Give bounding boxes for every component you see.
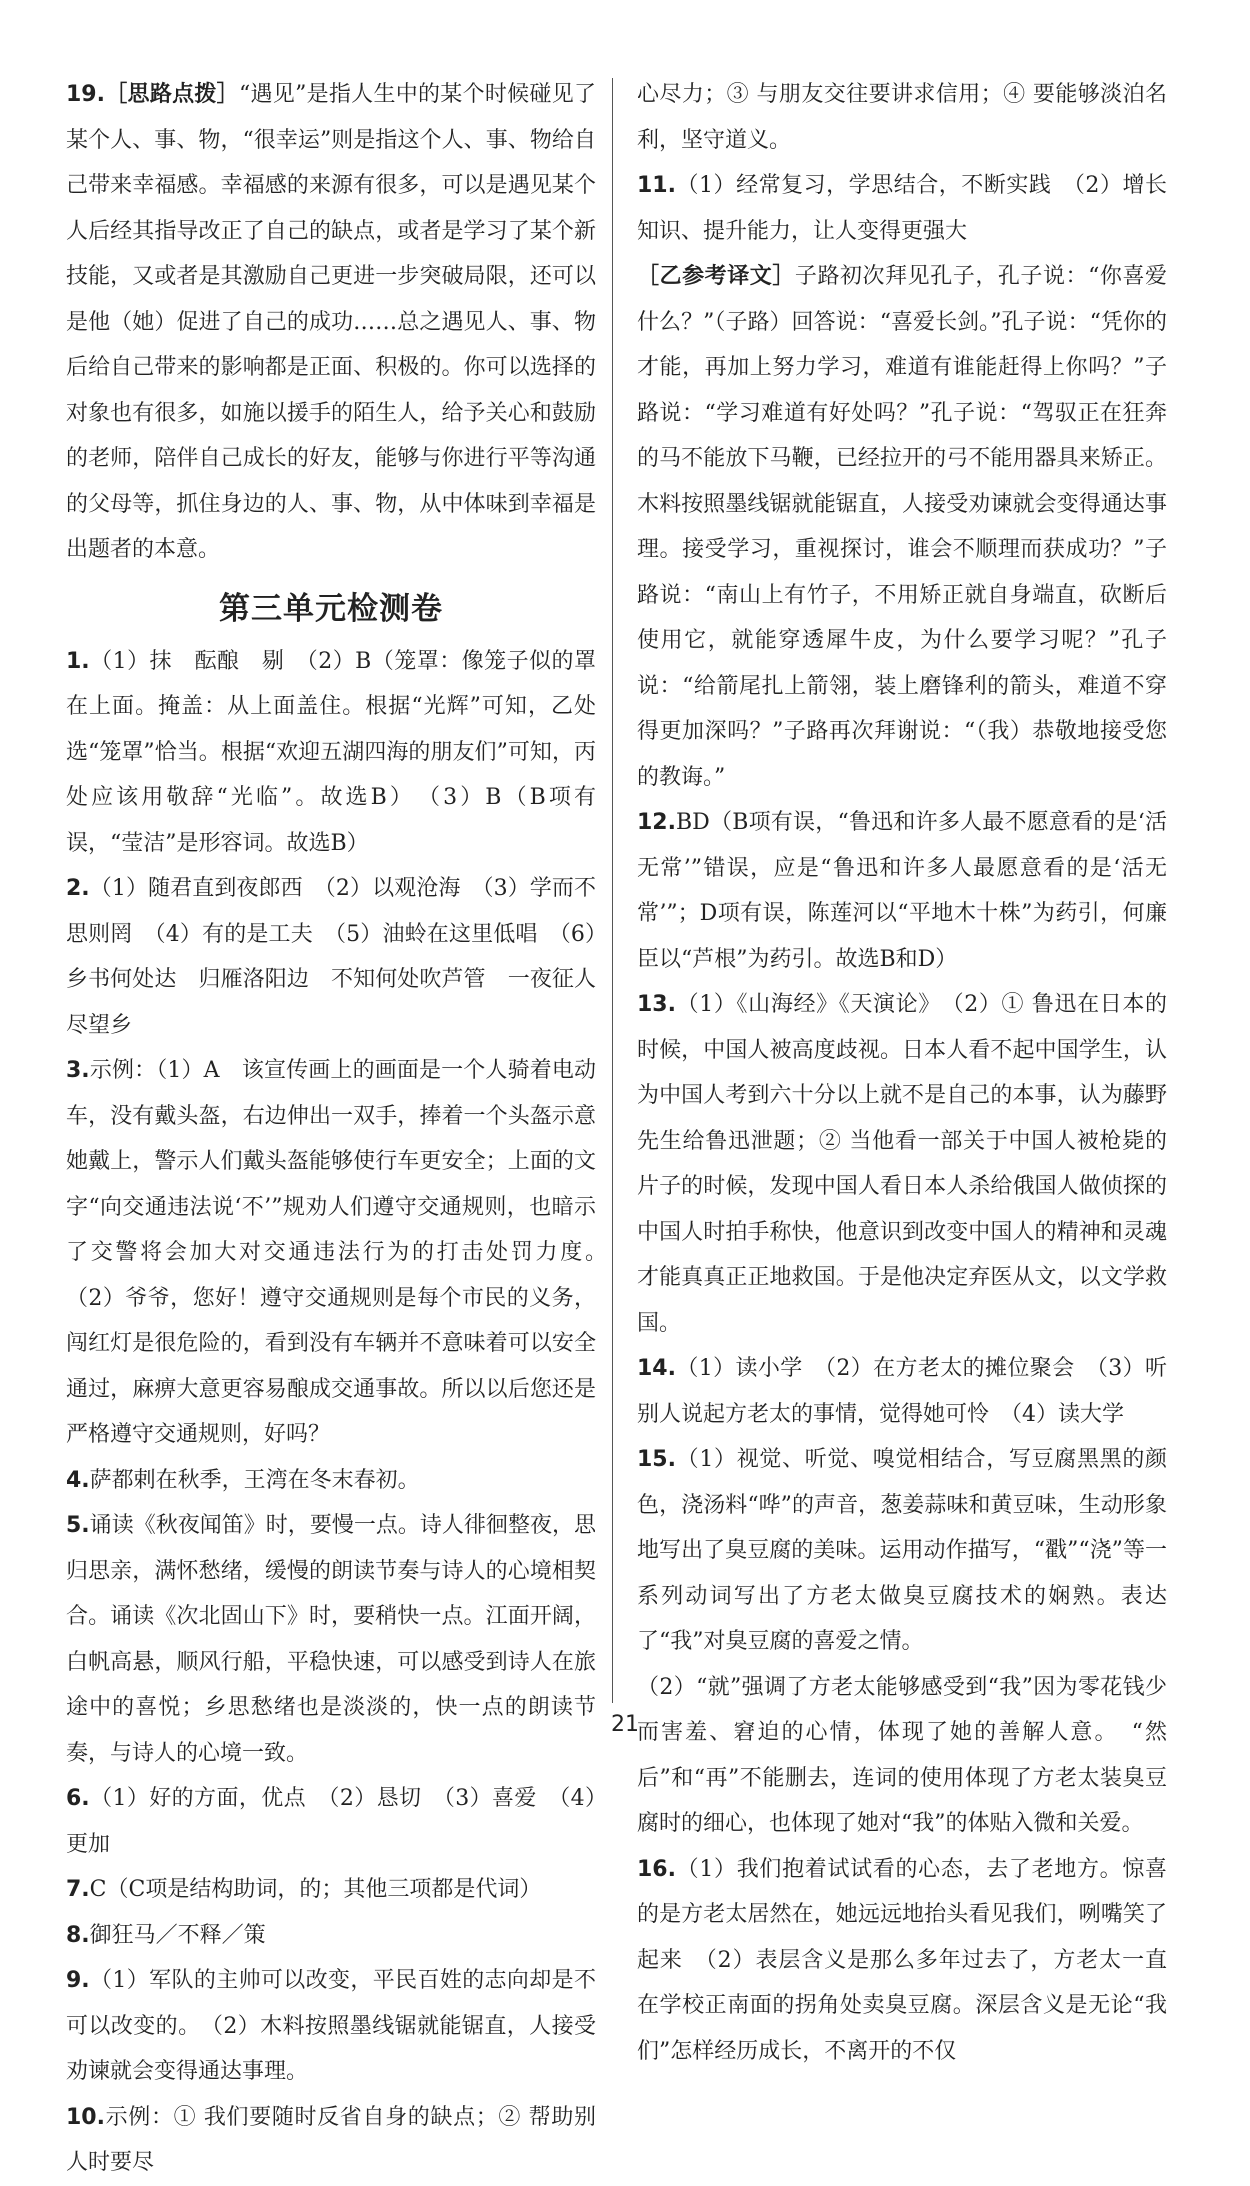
column-divider — [612, 78, 613, 1703]
question-15: 15.（1）视觉、听觉、嗅觉相结合，写豆腐黑黑的颜色，浇汤料“哗”的声音，葱姜蒜味和黄豆味，生动形象地写出了臭豆腐的美味。运用动作描写，“戳”“浇”等一系列动词写出了方老太做臭豆腐技术的娴熟。表达了“我”对臭豆腐的喜爱之情。 — [637, 1447, 1167, 1654]
right-column — [637, 72, 1167, 2074]
question-13: 13.（1）《山海经》《天演论》 （2）① 鲁迅在日本的时候，中国人被高度歧视。日本人看不起中国学生，认为中国人考到六十分以上就不是自己的本事，认为藤野先生给鲁迅泄题；② 当他看一部关于中国人被枪毙的片子的时候，发现中国人看日本人杀给俄国人做侦探的中国人时拍手称快，他意识到改变中国人的精神和灵魂才能真真正正地救国。于是他决定弃医从文，以文学救国。 — [637, 992, 1167, 1336]
question-19: 19.［思路点拨］“遇见”是指人生中的某个时候碰见了某个人、事、物，“很幸运”则是指这个人、事、物给自己带来幸福感。幸福感的来源有很多，可以是遇见某个人后经其指导改正了自己的缺点，或者是学习了某个新技能，又或者是其激励自己更进一步突破局限，还可以是他（她）促进了自己的成功……总之遇见人、事、物后给自己带来的影响都是正面、积极的。你可以选择的对象也有很多，如施以援手的陌生人，给予关心和鼓励的老师，陪伴自己成长的好友，能够与你进行平等沟通的父母等，抓住身边的人、事、物，从中体味到幸福是出题者的本意。 — [66, 82, 596, 562]
question-15-part-2: （2）“就”强调了方老太能够感受到“我”因为零花钱少而害羞、窘迫的心情，体现了她的善解人意。 “然后”和“再”不能删去，连词的使用体现了方老太装臭豆腐时的细心，也体现了她对“我”的体贴入微和关爱。 — [637, 1674, 1167, 1836]
section-title: 第三单元检测卷 — [219, 590, 443, 627]
question-10-continued: 心尽力；③ 与朋友交往要讲求信用；④ 要能够淡泊名利，坚守道义。 — [637, 82, 1167, 153]
question-2: 2.（1）随君直到夜郎西 （2）以观沧海 （3）学而不思则罔 （4）有的是工夫 （5）油蛉在这里低唱 （6）乡书何处达 归雁洛阳边 不知何处吹芦管 一夜征人尽望乡 — [66, 876, 596, 1038]
question-7: 7.C（C项是结构助词，的；其他三项都是代词） — [66, 1877, 542, 1902]
question-6: 6.（1）好的方面，优点 （2）恳切 （3）喜爱 （4）更加 — [66, 1786, 596, 1857]
page-number: 21 — [611, 1712, 639, 1737]
question-3: 3.示例：（1）A 该宣传画上的画面是一个人骑着电动车，没有戴头盔，右边伸出一双手，捧着一个头盔示意她戴上，警示人们戴头盔能够使行车更安全；上面的文字“向交通违法说‘不’”规劝人们遵守交通规则，也暗示了交警将会加大对交通违法行为的打击处罚力度。 （2）爷爷，您好！遵守交通规则是每个市民的义务，闯红灯是很危险的，看到没有车辆并不意味着可以安全通过，麻痹大意更容易酿成交通事故。所以以后您还是严格遵守交通规则，好吗？ — [66, 1058, 619, 1447]
question-12: 12.BD（B项有误，“鲁迅和许多人最不愿意看的是‘活无常’”错误，应是“鲁迅和许多人最愿意看的是‘活无常’”；D项有误，陈莲河以“平地木十株”为药引，何廉臣以“芦根”为药引。故选B和D） — [637, 810, 1167, 972]
translation-paragraph: ［乙参考译文］子路初次拜见孔子，孔子说：“你喜爱什么？”（子路）回答说：“喜爱长剑。”孔子说：“凭你的才能，再加上努力学习，难道有谁能赶得上你吗？”子路说：“学习难道有好处吗？”孔子说：“驾驭正在狂奔的马不能放下马鞭，已经拉开的弓不能用器具来矫正。木料按照墨线锯就能锯直，人接受劝谏就会变得通达事理。接受学习，重视探讨，谁会不顺理而获成功？”子路说：“南山上有竹子，不用矫正就自身端直，砍断后使用它，就能穿透犀牛皮，为什么要学习呢？”孔子说：“给箭尾扎上箭翎，装上磨锋利的箭头，难道不穿得更加深吗？”子路再次拜谢说：“（我）恭敬地接受您的教诲。” — [637, 264, 1167, 790]
question-16: 16.（1）我们抱着试试看的心态，去了老地方。惊喜的是方老太居然在，她远远地抬头看见我们，咧嘴笑了起来 （2）表层含义是那么多年过去了，方老太一直在学校正南面的拐角处卖臭豆腐。深层含义是无论“我们”怎样经历成长，不离开的不仅 — [637, 1856, 1167, 2064]
question-14: 14.（1）读小学 （2）在方老太的摊位聚会 （3）听别人说起方老太的事情，觉得她可怜 （4）读大学 — [637, 1356, 1167, 1427]
left-column — [66, 72, 619, 2186]
question-9: 9.（1）军队的主帅可以改变，平民百姓的志向却是不可以改变的。 （2）木料按照墨线锯就能锯直，人接受劝谏就会变得通达事理。 — [66, 1968, 596, 2084]
question-11: 11.（1）经常复习，学思结合，不断实践 （2）增长知识、提升能力，让人变得更强大 — [637, 173, 1167, 244]
question-1: 1.（1）抹 酝酿 剔 （2）B（笼罩：像笼子似的罩在上面。掩盖：从上面盖住。根据“光辉”可知，乙处选“笼罩”恰当。根据“欢迎五湖四海的朋友们”可知，丙处应该用敬辞“光临”。故选B） （3）B（B项有误，“莹洁”是形容词。故选B） — [66, 648, 596, 856]
question-8: 8.御狂马／不释／策 — [66, 1922, 266, 1948]
hint-tag: ［思路点拨］ — [104, 82, 239, 107]
question-10: 10.示例：① 我们要随时反省自身的缺点；② 帮助别人时要尽 — [66, 2104, 596, 2175]
question-4: 4.萨都剌在秋季，王湾在冬末春初。 — [66, 1467, 420, 1493]
question-5: 5.诵读《秋夜闻笛》时，要慢一点。诗人徘徊整夜，思归思亲，满怀愁绪，缓慢的朗读节奏与诗人的心境相契合。诵读《次北固山下》时，要稍快一点。江面开阔，白帆高悬，顺风行船，平稳快速，可以感受到诗人在旅途中的喜悦；乡思愁绪也是淡淡的，快一点的朗读节奏，与诗人的心境一致。 — [66, 1513, 596, 1766]
translation-tag: ［乙参考译文］ — [637, 264, 795, 289]
